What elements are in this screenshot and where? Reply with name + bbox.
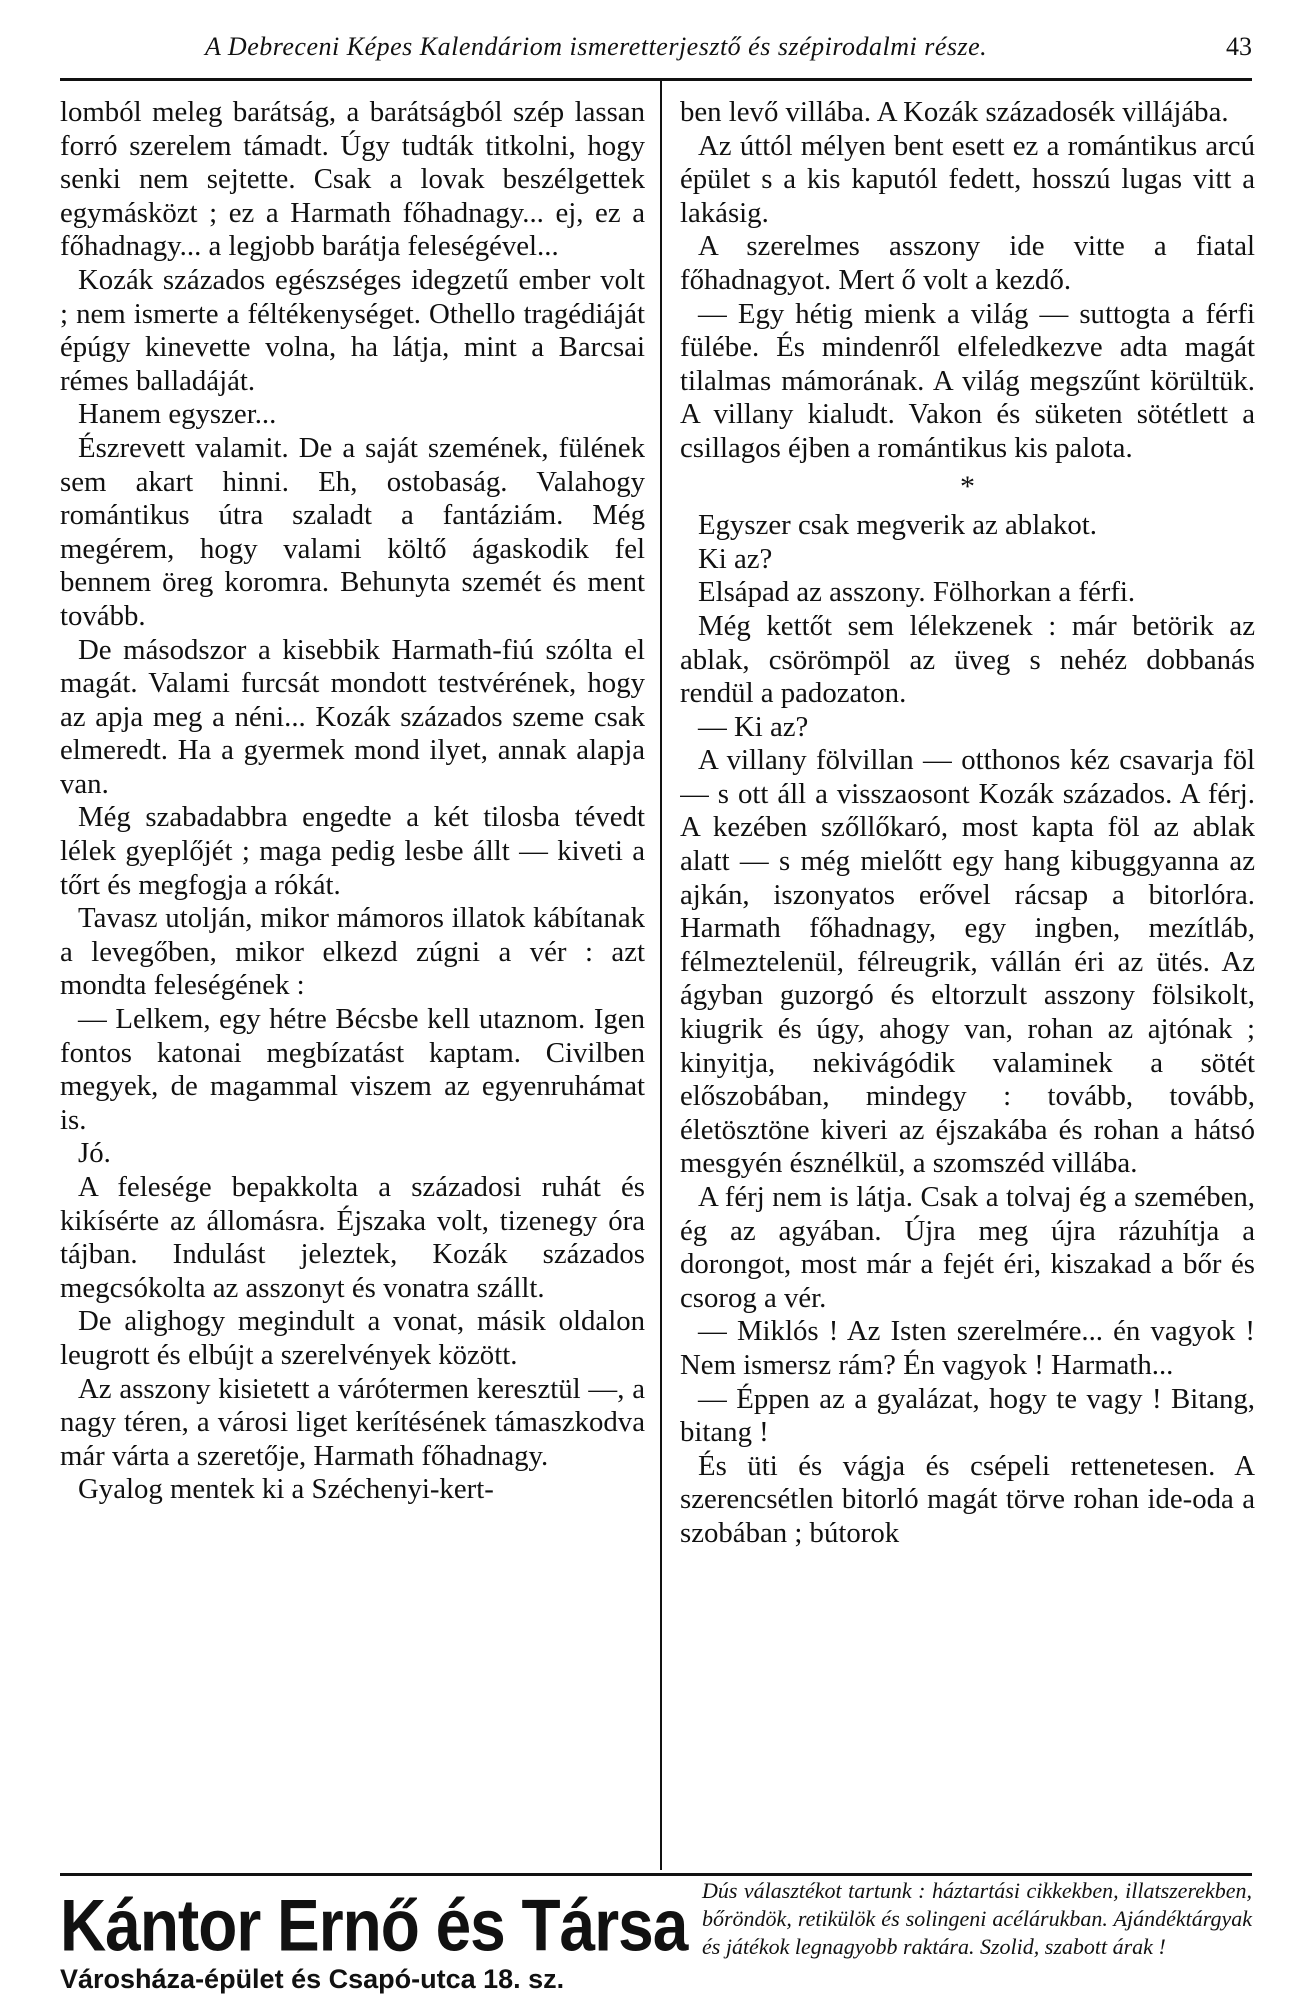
paragraph: — Ki az? [698,710,809,743]
paragraph: De másodszor a kisebbik Harmath-fiú szólta el magát. Valami furcsát mondott testvérének, hogy az apja meg a néni... Kozák százados szeme csak elmeredt. Ha a gyermek mond ilyet, annak alapja van. [60,633,645,800]
paragraph: — Lelkem, egy hétre Bécsbe kell utaznom. Igen fontos katonai megbízatást kaptam. Civilben megyek, de magammal viszem az egyenruhámat is. [60,1003,645,1136]
right-column [680,96,1255,1871]
paragraph: Tavasz utolján, mikor mámoros illatok kábítanak a levegőben, mikor elkezd zúgni a vér : azt mondta feleségének : [60,902,645,1002]
paragraph: Az asszony kisietett a várótermen keresztül —, a nagy téren, a városi liget kerítésének támaszkodva már várta a szeretője, Harmath főhadnagy. [60,1372,645,1472]
paragraph: Jó. [78,1137,111,1170]
advertisement-rule [60,1873,1252,1876]
paragraph: De alighogy megindult a vonat, másik oldalon leugrott és elbújt a szerelvények között. [60,1305,645,1371]
paragraph: Még kettőt sem lélekzenek : már betörik az ablak, csörömpöl az üveg s nehéz dobbanás rendül a padozaton. [680,609,1255,710]
paragraph: — Éppen az a gyalázat, hogy te vagy ! Bitang, bitang ! [680,1382,1255,1449]
paragraph: Ki az? [698,542,773,575]
paragraph: A felesége bepakkolta a századosi ruhát és kikísérte az állomásra. Éjszaka volt, tizenegy óra tájban. Indulást jeleztek, Kozák százados megcsókolta az asszonyt és vonatra szállt. [60,1171,645,1304]
paragraph: A szerelmes asszony ide vitte a fiatal főhadnagyot. Mert ő volt a kezdő. [680,230,1255,296]
paragraph: — Miklós ! Az Isten szerelmére... én vagyok ! Nem ismersz rám? Én vagyok ! Harmath... [680,1315,1255,1381]
paragraph: Egyszer csak megverik az ablakot. [698,509,1097,542]
paragraph: lomból meleg barátság, a barátságból szép lassan forró szerelem támadt. Úgy tudták titkolni, hogy senki nem sejtette. Csak a lovak beszélgettek egymásközt ; ez a Harmath főhadnagy... ej, ez a főhadnagy... a legjobb barátja feleségével... [60,96,645,263]
page-number: 43 [1226,32,1252,61]
advertisement-tagline: Dús választékot tartunk : háztartási cikkekben, illatszerekben, bőröndök, retikülök és solingeni acélárukban. Ajándéktárgyak és játékok legnagyobb raktára. Szolid, szabott árak ! [702,1878,1252,1959]
paragraph: Az úttól mélyen bent esett ez a romántikus arcú épület s a kis kaputól fedett, hosszú lugas vitt a lakásig. [680,129,1255,229]
paragraph: Gyalog mentek ki a Széchenyi-kert- [78,1473,494,1506]
advertiser-name: Kántor Ernő és Társa [60,1883,688,1967]
paragraph: A villany fölvillan — otthonos kéz csavarja föl — s ott áll a visszaosont Kozák százados. A férj. A kezében szőllőkaró, most kapta föl az ablak alatt — s még mielőtt egy hang kibuggyanna az ajkán, iszonyatos erővel rácsap a bitorlóra. Harmath főhadnagy, egy ingben, mezítláb, félmeztelenül, félreugrik, vállán éri az ütés. Az ágyban guzorgó és eltorzult asszony fölsikolt, kiugrik és úgy, ahogy van, rohan az ajtónak ; kinyitja, nekivágódik valaminek a sötét előszobában, mindegy : tovább, tovább, életösztöne kiveri az éjszakába és rohan a hátsó mesgyén észnélkül, a szomszéd villába. [680,744,1255,1180]
paragraph: Észrevett valamit. De a saját szemének, fülének sem akart hinni. Eh, ostobaság. Valahogy romántikus útra szaladt a fantáziám. Még megérem, hogy valami költő ágaskodik fel bennem öreg koromra. Behunyta szemét és ment tovább. [60,431,645,632]
paragraph: Hanem egyszer... [78,398,277,431]
column-divider [660,80,662,1870]
paragraph: — Egy hétig mienk a világ — suttogta a férfi fülébe. És mindenről elfeledkezve adta magát tilalmas mámorának. A világ megszűnt körültük. A villany kialudt. Vakon és süketen sötétlett a csillagos éjben a romántikus kis palota. [680,297,1255,464]
paragraph: Kozák százados egészséges idegzetű ember volt ; nem ismerte a féltékenységet. Othello tragédiáját épúgy kinevette volna, ha látja, mint a Barcsai rémes balladáját. [60,263,645,397]
advertisement [60,1878,1252,1995]
left-column [60,96,645,1871]
paragraph: ben levő villába. A Kozák századosék villájába. [680,96,1229,128]
paragraph: És üti és vágja és csépeli rettenetesen. A szerencsétlen bitorló magát törve rohan ide-oda a szobában ; bútorok [680,1449,1255,1549]
advertiser-address: Városháza-épület és Csapó-utca 18. sz. [60,1964,565,1994]
paragraph: Még szabadabbra engedte a két tilosba tévedt lélek gyeplőjét ; maga pedig lesbe állt — kiveti a tőrt és megfogja a rókát. [60,801,645,901]
paragraph: Elsápad az asszony. Fölhorkan a férfi. [698,576,1136,609]
header-title: A Debreceni Képes Kalendáriom ismeretterjesztő és szépirodalmi része. [205,32,988,61]
paragraph: A férj nem is látja. Csak a tolvaj ég a szemében, ég az agyában. Újra meg újra rázuhítja a dorongot, most már a fejét éri, kiszakad a bőr és csorog a vér. [680,1181,1255,1314]
section-break-asterisk: * [960,469,975,503]
running-header [60,26,1252,81]
